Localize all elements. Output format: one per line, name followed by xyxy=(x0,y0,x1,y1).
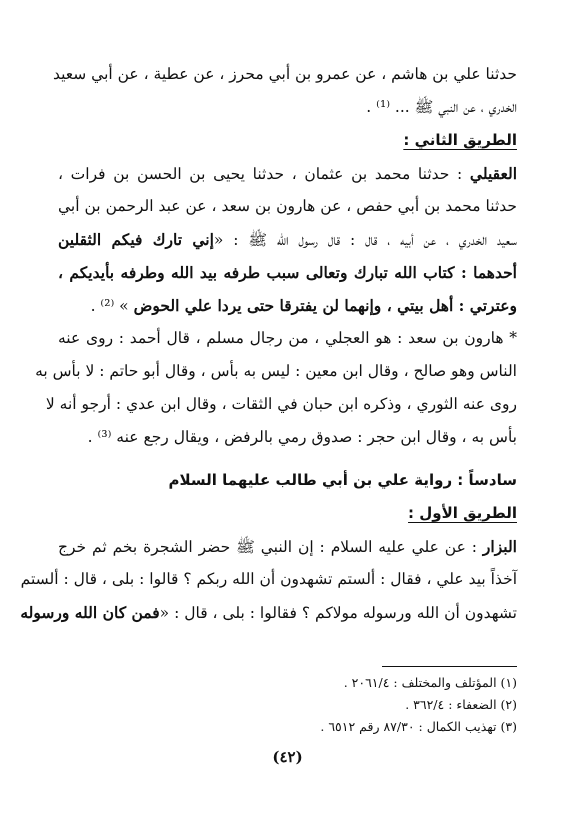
book-page xyxy=(20,58,517,825)
paragraph-2-line-1 xyxy=(58,157,517,190)
paragraph-3-line-3: روى عنه الثوري ، وذكره ابن حبان في الثقات ، وقال ابن عدي : أرجو أنه لا xyxy=(45,395,517,413)
hadith-text-start: إني تارك فيكم الثقلين xyxy=(58,230,214,249)
hadith-text-continuation: فمن كان الله ورسوله xyxy=(20,603,160,622)
paragraph-3-line-1: * هارون بن سعد : هو العجلي ، من رجال مسلم ، قال أحمد : روى عنه xyxy=(58,329,517,347)
heading-second-route-label: الطريق الثاني : xyxy=(403,131,517,149)
main-text xyxy=(20,58,517,629)
footnote-divider xyxy=(382,666,517,667)
heading-first-route-label: الطريق الأول : xyxy=(408,504,517,522)
page-number: (٤٢) xyxy=(272,748,303,766)
paragraph-4-line-1 xyxy=(58,530,517,563)
paragraph-2-line-2: حدثنا محمد بن أبي حفص ، عن هارون بن سعد ، عن عبد الرحمن بن أبي xyxy=(58,197,517,215)
paragraph-2-line-3-plain: سعيد الخدري ، عن أبيه ، قال : قال رسول الله ﷺ : « xyxy=(213,231,517,249)
paragraph-2-line-5-end: » ⁽²⁾ . xyxy=(90,297,129,315)
paragraph-4-line-2: آخذاً بيد علي ، فقال : ألستم تشهدون أن الله ربكم ؟ قالوا : بلى ، قال : ألستم xyxy=(20,570,517,588)
paragraph-4-line-3 xyxy=(20,596,517,629)
paragraph-4-line-3-plain: تشهدون أن الله ورسوله مولاكم ؟ فقالوا : بلى ، قال : « xyxy=(159,604,517,622)
paragraph-2-line-4: أحدهما : كتاب الله تبارك وتعالى سبب طرفه بيد الله وطرفه بأيديكم ، xyxy=(58,263,517,282)
paragraph-3-line-4: بأس به ، وقال ابن حجر : صدوق رمي بالرفض ، ويقال رجع عنه ⁽³⁾ . xyxy=(87,428,517,446)
paragraph-1-line-2: الخدري ، عن النبي ﷺ ... ⁽¹⁾ . xyxy=(366,98,517,116)
footnote-1: (١) المؤتلف والمختلف : ٢٠٦١/٤ . xyxy=(343,675,517,690)
paragraph-2-line-5 xyxy=(58,289,517,322)
footnote-3: (٣) تهذيب الكمال : ٨٧/٣٠ رقم ٦٥١٢ . xyxy=(320,719,517,734)
footnotes xyxy=(58,672,517,738)
paragraph-4-line-1-rest: : عن علي عليه السلام : إن النبي ﷺ حضر الشجرة بخم ثم خرج xyxy=(58,538,477,556)
source-name-bazzar: البزار xyxy=(482,537,517,556)
section-title: سادساً : رواية علي بن أبي طالب عليهما السلام xyxy=(168,471,517,489)
paragraph-1-line-1: حدثنا علي بن هاشم ، عن عمرو بن أبي محرز ، عن عطية ، عن أبي سعيد xyxy=(52,65,517,83)
heading-first-route xyxy=(58,497,517,530)
footnote-2: (٢) الضعفاء : ٣٦٢/٤ . xyxy=(405,697,517,712)
paragraph-2-line-3 xyxy=(58,223,517,256)
paragraph-2-line-1-rest: : حدثنا محمد بن عثمان ، حدثنا يحيى بن الحسن بن فرات ، xyxy=(58,165,463,183)
source-name-uqayli: العقيلي xyxy=(469,164,517,183)
heading-second-route xyxy=(58,124,517,157)
paragraph-3-line-2: الناس وهو صالح ، وقال ابن معين : ليس به بأس ، وقال أبو حاتم : لا بأس به xyxy=(35,362,517,380)
hadith-text-end: وعترتي : أهل بيتي ، وإنهما لن يفترقا حتى يردا علي الحوض xyxy=(133,296,517,315)
